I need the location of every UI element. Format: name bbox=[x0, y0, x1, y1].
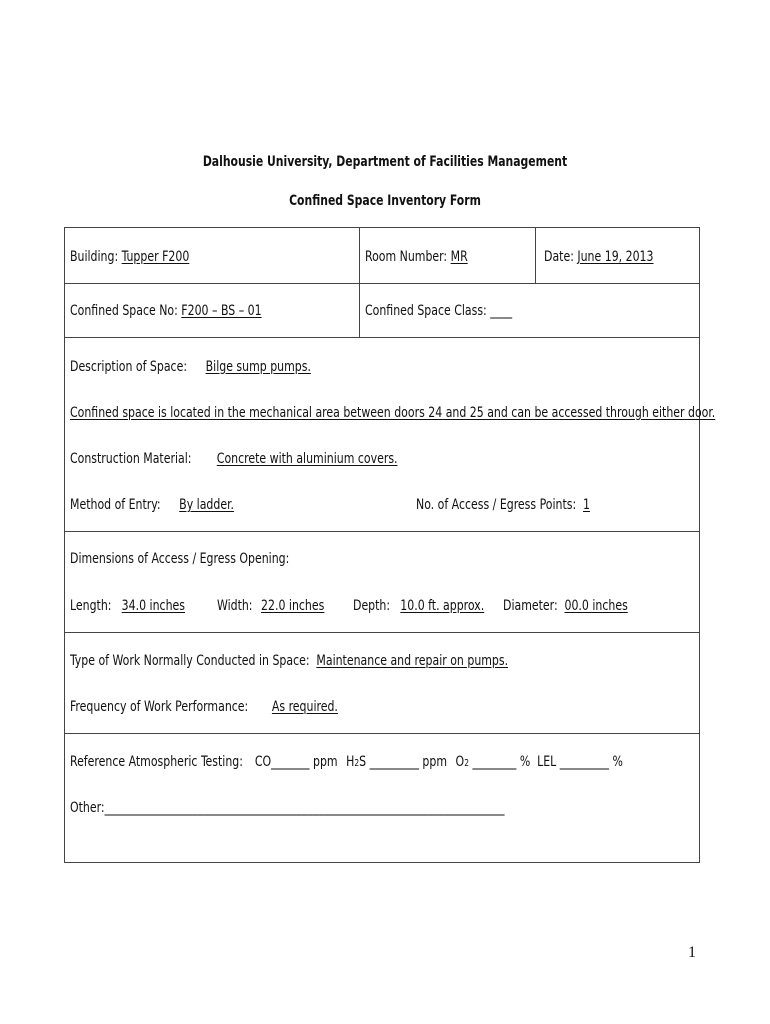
space-class-field[interactable] bbox=[365, 302, 512, 320]
form-title: Confined Space Inventory Form bbox=[289, 193, 481, 209]
room-label: Room Number: bbox=[365, 249, 448, 265]
ppm-unit: ppm bbox=[422, 754, 448, 770]
percent-unit: % bbox=[519, 754, 531, 770]
location-text: Confined space is located in the mechanical area between doors 24 and 25 and can be accessed through either door. bbox=[70, 405, 716, 421]
other-field[interactable] bbox=[70, 799, 504, 817]
width-label: Width: bbox=[217, 598, 253, 614]
h2s-label: H2S bbox=[346, 754, 367, 770]
building-label: Building: bbox=[70, 249, 119, 265]
entry-value: By ladder. bbox=[179, 497, 234, 513]
o2-label: O2 bbox=[455, 754, 470, 770]
co-label: CO bbox=[254, 754, 272, 770]
org-heading: Dalhousie University, Department of Facilities Management bbox=[202, 154, 568, 170]
frequency-field[interactable] bbox=[70, 698, 338, 716]
length-value: 34.0 inches bbox=[121, 598, 185, 614]
depth-label: Depth: bbox=[353, 598, 391, 614]
width-value: 22.0 inches bbox=[261, 598, 325, 614]
row-divider bbox=[65, 733, 699, 734]
lel-blank[interactable]: _________ bbox=[559, 754, 610, 770]
row-divider bbox=[65, 337, 699, 338]
testing-label: Reference Atmospheric Testing: bbox=[70, 754, 243, 770]
date-value: June 19, 2013 bbox=[577, 249, 654, 265]
frequency-label: Frequency of Work Performance: bbox=[70, 699, 249, 715]
diameter-label: Diameter: bbox=[503, 598, 558, 614]
space-no-label: Confined Space No: bbox=[70, 303, 178, 319]
o2-blank[interactable]: ________ bbox=[472, 754, 517, 770]
row-divider bbox=[65, 531, 699, 532]
space-number-field[interactable] bbox=[70, 302, 262, 320]
ppm-unit: ppm bbox=[312, 754, 338, 770]
other-blank[interactable]: _________________________________________________________________________ bbox=[104, 800, 505, 816]
date-label: Date: bbox=[544, 249, 574, 265]
material-field[interactable] bbox=[70, 450, 398, 468]
entry-method-field[interactable] bbox=[70, 496, 234, 514]
frequency-value: As required. bbox=[271, 699, 338, 715]
material-value: Concrete with aluminium covers. bbox=[216, 451, 398, 467]
space-no-value: F200 – BS – 01 bbox=[181, 303, 262, 319]
entry-label: Method of Entry: bbox=[70, 497, 161, 513]
h2s-blank[interactable]: _________ bbox=[369, 754, 419, 770]
atmospheric-testing-field[interactable] bbox=[70, 753, 623, 773]
cell-divider bbox=[359, 228, 360, 337]
row-divider bbox=[65, 283, 699, 284]
length-label: Length: bbox=[70, 598, 112, 614]
percent-unit: % bbox=[612, 754, 623, 770]
diameter-field[interactable] bbox=[503, 597, 628, 615]
building-field[interactable] bbox=[70, 248, 189, 266]
dimensions-label: Dimensions of Access / Egress Opening: bbox=[70, 551, 290, 567]
width-field[interactable] bbox=[217, 597, 324, 615]
room-value: MR bbox=[450, 249, 468, 265]
co-blank[interactable]: _______ bbox=[271, 754, 310, 770]
inventory-form-table bbox=[64, 227, 716, 863]
class-label: Confined Space Class: bbox=[365, 303, 487, 319]
description-label: Description of Space: bbox=[70, 359, 188, 375]
other-label: Other: bbox=[70, 800, 105, 816]
work-value: Maintenance and repair on pumps. bbox=[316, 653, 509, 669]
depth-field[interactable] bbox=[353, 597, 484, 615]
access-value: 1 bbox=[583, 497, 590, 513]
material-label: Construction Material: bbox=[70, 451, 192, 467]
length-field[interactable] bbox=[70, 597, 185, 615]
cell-divider bbox=[535, 228, 536, 283]
work-type-field[interactable] bbox=[70, 652, 508, 670]
class-value: ____ bbox=[490, 303, 513, 319]
date-field[interactable] bbox=[544, 248, 654, 266]
row-divider bbox=[65, 632, 699, 633]
lel-label: LEL bbox=[537, 754, 557, 770]
depth-value: 10.0 ft. approx. bbox=[400, 598, 485, 614]
building-value: Tupper F200 bbox=[121, 249, 190, 265]
room-number-field[interactable] bbox=[365, 248, 468, 266]
work-label: Type of Work Normally Conducted in Space: bbox=[70, 653, 310, 669]
access-label: No. of Access / Egress Points: bbox=[416, 497, 577, 513]
access-points-field[interactable] bbox=[416, 496, 590, 514]
description-field[interactable] bbox=[70, 358, 311, 376]
description-value: Bilge sump pumps. bbox=[205, 359, 311, 375]
page-number: 1 bbox=[688, 944, 696, 961]
diameter-value: 00.0 inches bbox=[564, 598, 628, 614]
